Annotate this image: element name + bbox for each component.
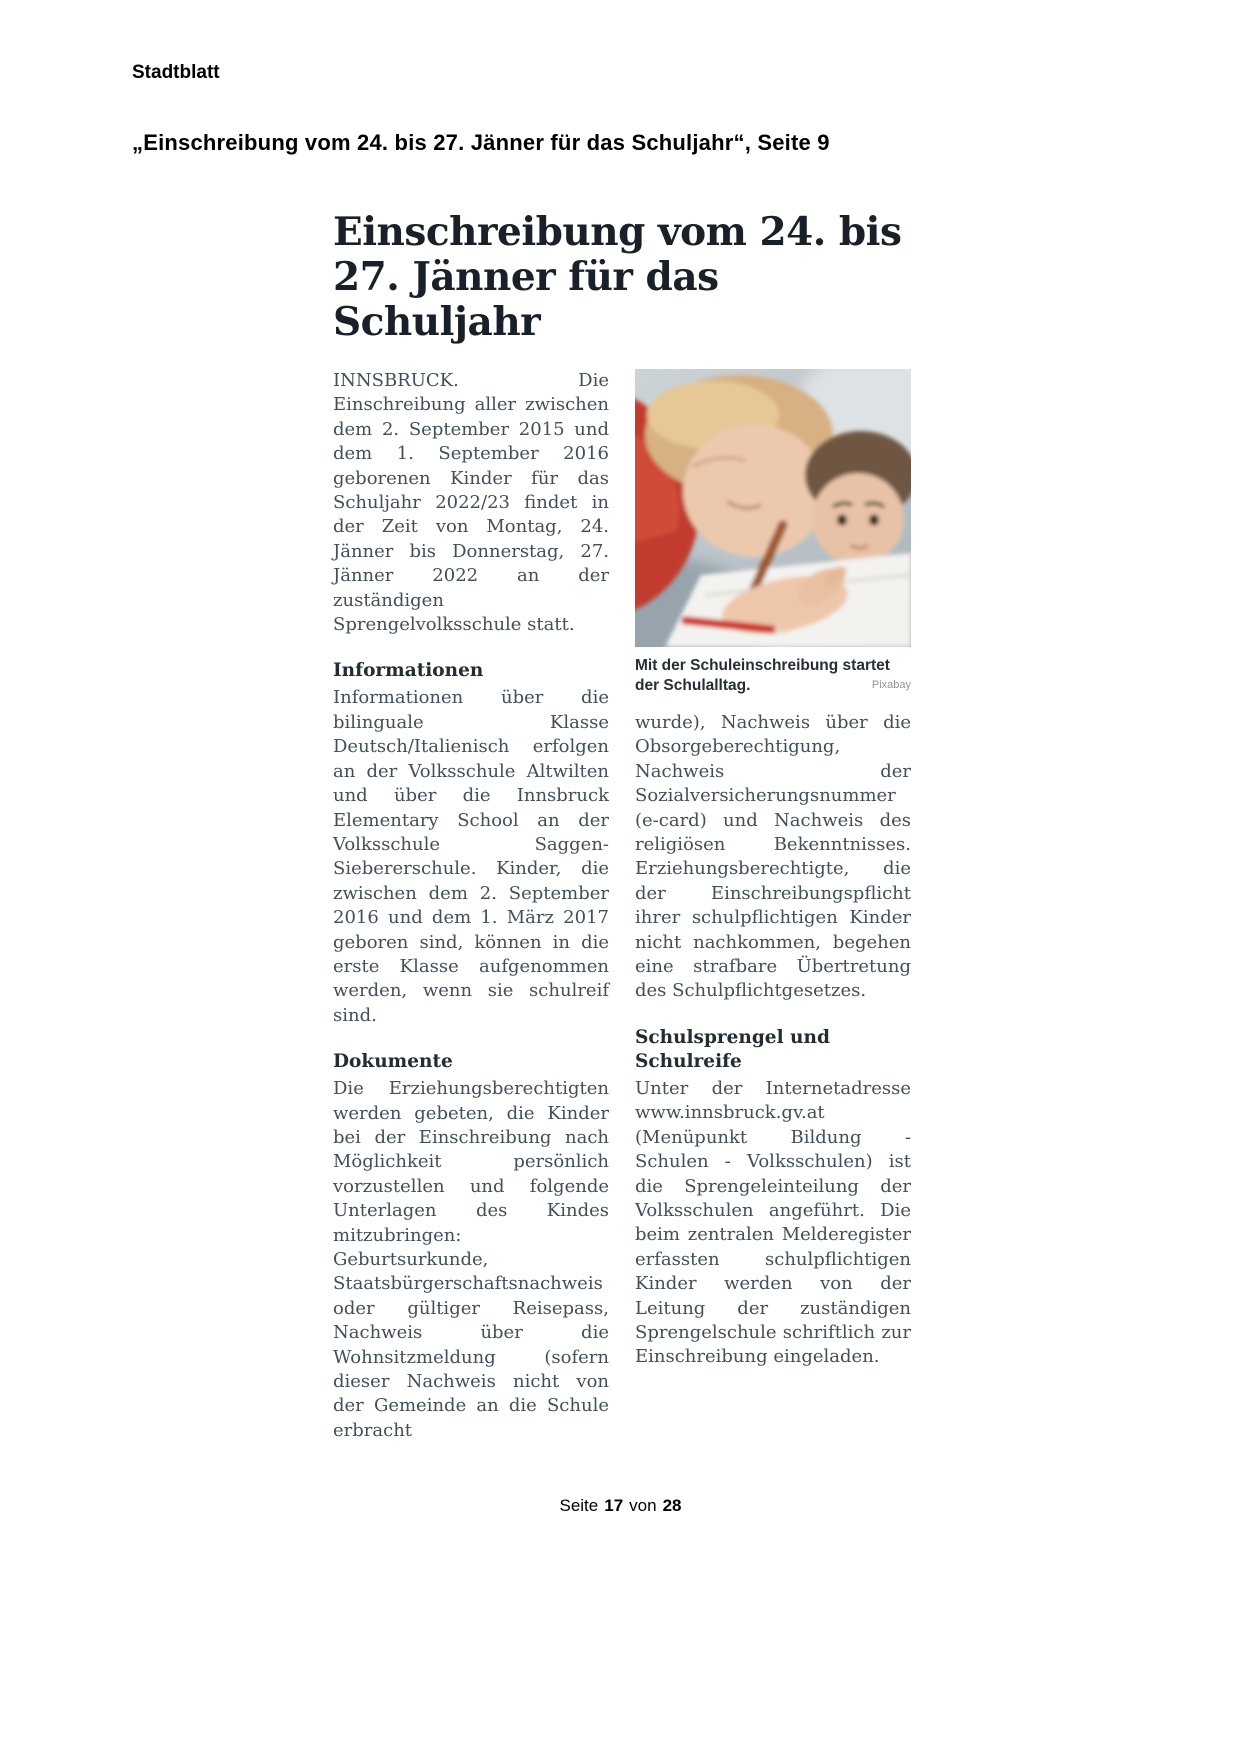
newspaper-clipping <box>333 210 911 1443</box>
article-headline-line2: 27. Jänner für das Schuljahr <box>333 254 719 345</box>
document-brand: Stadtblatt <box>132 62 220 83</box>
photo-caption-text: Mit der Schuleinschreibung startet der Schulalltag. <box>635 657 890 694</box>
section-body-dokumente-right: wurde), Nachweis über die Obsorgeberechtigung, Nachweis der Sozialversicherungsnummer (e-card) und Nachweis des religiösen Bekenntnisses. Erziehungsberechtigte, die der Einschreibungspflicht ihrer schulpflichtigen Kinder nicht nachkommen, begehen eine strafbare Übertretung des Schulpflichtgesetzes. <box>635 712 911 1002</box>
article-photo <box>635 369 911 647</box>
section-body-schulsprengel: Unter der Internetadresse www.innsbruck.gv.at (Menüpunkt Bildung - Schulen - Volksschulen) ist die Sprengeleinteilung der Volksschulen angeführt. Die beim zentralen Melderegister erfassten schulpflichtigen Kinder werden von der Leitung der zuständigen Sprengelschule schriftlich zur Einschreibung eingeladen. <box>635 1077 911 1368</box>
photo-caption <box>635 656 911 696</box>
section-body-dokumente-left: Die Erziehungsberechtigten werden gebeten, die Kinder bei der Einschreibung nach Möglichkeit persönlich vorzustellen und folgende Unterlagen des Kindes mitzubringen: Geburtsurkunde, Staatsbürgerschaftsnachweis oder gültiger Reisepass, Nachweis über die Wohnsitzmeldung (sofern dieser Nachweis nicht von der Gemeinde an die Schule erbracht <box>333 1078 609 1441</box>
section-heading-schulsprengel: Schulsprengel und Schulreife <box>635 1026 830 1072</box>
section-heading-informationen: Informationen <box>333 660 484 682</box>
footer-page-total: 28 <box>662 1496 682 1515</box>
photo-credit: Pixabay <box>871 679 911 691</box>
footer-label-page: Seite <box>559 1496 599 1515</box>
article-column-left <box>333 369 609 1443</box>
children-writing-photo-illustration <box>635 369 911 647</box>
section-body-informationen: Informationen über die bilinguale Klasse Deutsch/Italienisch erfolgen an der Volksschule Altwilten und über die Innsbruck Elementary School an der Volksschule Saggen-Siebererschule. Kinder, die zwischen dem 2. September 2016 und dem 1. März 2017 geboren sind, können in die erste Klasse aufgenommen werden, wenn sie schulreif sind. <box>333 687 609 1026</box>
article-columns <box>333 369 911 1443</box>
footer-label-of: von <box>629 1496 657 1515</box>
document-subject-line: „Einschreibung vom 24. bis 27. Jänner für das Schuljahr“, Seite 9 <box>132 130 830 155</box>
article-headline <box>333 210 911 345</box>
article-column-right <box>635 369 911 1443</box>
section-heading-dokumente: Dokumente <box>333 1051 453 1073</box>
article-intro-paragraph: INNSBRUCK. Die Einschreibung aller zwischen dem 2. September 2015 und dem 1. September 2016 geborenen Kinder für das Schuljahr 2022/23 findet in der Zeit von Montag, 24. Jänner bis Donnerstag, 27. Jänner 2022 an der zuständigen Sprengelvolksschule statt. <box>333 370 609 636</box>
page-footer <box>0 1496 1241 1516</box>
footer-page-number: 17 <box>604 1496 624 1515</box>
article-headline-line1: Einschreibung vom 24. bis <box>333 209 902 255</box>
